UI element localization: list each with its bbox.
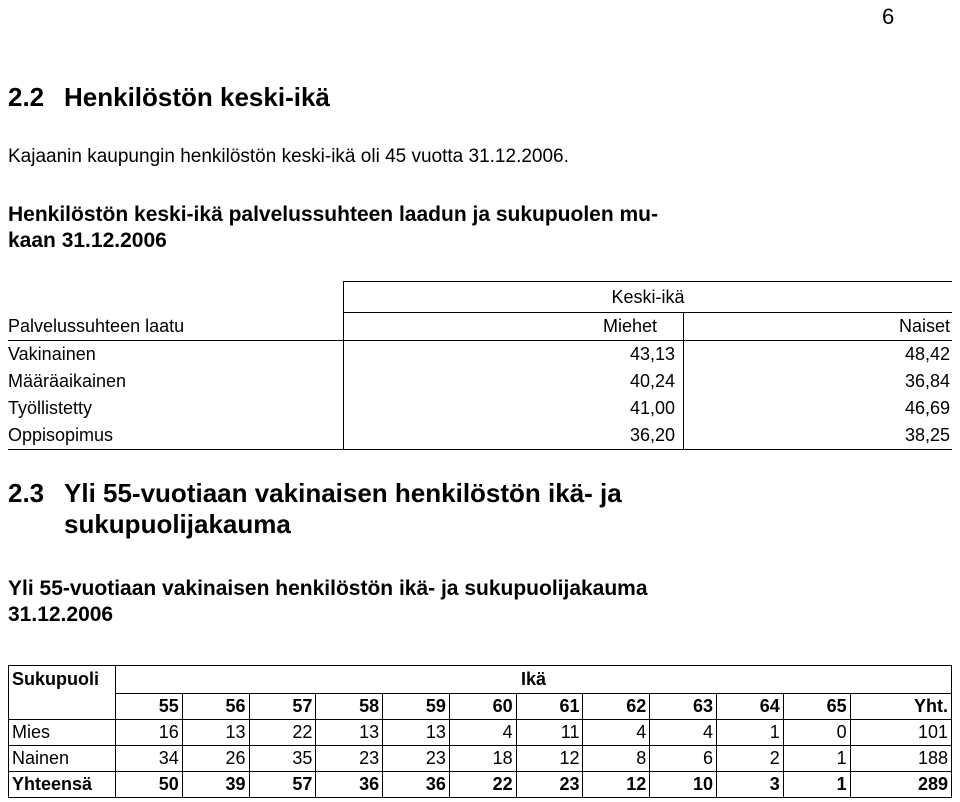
count-cell: 4: [650, 720, 717, 746]
count-cell: 12: [516, 746, 583, 772]
average-age-table: [8, 281, 952, 450]
age-gender-table: [8, 665, 952, 798]
count-cell: 3: [717, 772, 784, 798]
count-cell: 35: [249, 746, 316, 772]
table-row: [9, 746, 952, 772]
count-cell: 50: [116, 772, 183, 798]
count-cell: 26: [182, 746, 249, 772]
count-cell: 6: [650, 746, 717, 772]
men-value: 41,00: [344, 395, 684, 422]
count-cell: 4: [583, 720, 650, 746]
table1-col-women: Naiset: [684, 313, 953, 341]
age-header: 58: [316, 694, 383, 720]
row-label: Määräaikainen: [8, 368, 344, 395]
row-label: Vakinainen: [8, 341, 344, 369]
count-cell: 12: [583, 772, 650, 798]
table2-group-header: Ikä: [116, 666, 952, 694]
count-cell: 16: [116, 720, 183, 746]
count-cell: 23: [516, 772, 583, 798]
table-row: [9, 772, 952, 798]
table1-caption: [8, 202, 868, 254]
age-header: 64: [717, 694, 784, 720]
table-row: [8, 395, 952, 422]
men-value: 40,24: [344, 368, 684, 395]
count-cell: 0: [783, 720, 850, 746]
page-number: 6: [882, 4, 895, 29]
age-header: 56: [182, 694, 249, 720]
age-header: 60: [449, 694, 516, 720]
table1-col-label: Palvelussuhteen laatu: [8, 313, 344, 341]
count-cell: 11: [516, 720, 583, 746]
age-header: 55: [116, 694, 183, 720]
count-cell: 10: [650, 772, 717, 798]
table1-col-men: Miehet: [344, 313, 684, 341]
table2-caption: [8, 576, 868, 628]
table2-caption-line2: 31.12.2006: [8, 603, 114, 626]
count-cell: 13: [316, 720, 383, 746]
section-heading-2-2: [8, 82, 330, 113]
age-header: 65: [783, 694, 850, 720]
table-row: [9, 720, 952, 746]
row-label: Työllistetty: [8, 395, 344, 422]
men-value: 43,13: [344, 341, 684, 369]
section-title-line2: sukupuolijakauma: [64, 509, 291, 540]
count-cell: 23: [316, 746, 383, 772]
count-cell: 8: [583, 746, 650, 772]
section-heading-2-3: [8, 478, 622, 540]
table1-corner: [8, 282, 344, 313]
count-cell: 1: [783, 772, 850, 798]
table1-group-header: Keski-ikä: [344, 282, 953, 313]
count-cell: 188: [850, 746, 951, 772]
count-cell: 57: [249, 772, 316, 798]
age-header-row: [9, 694, 952, 720]
age-header: 59: [383, 694, 450, 720]
table2-blank-cell: [9, 694, 116, 720]
age-header: 63: [650, 694, 717, 720]
row-label: Nainen: [9, 746, 116, 772]
women-value: 38,25: [684, 422, 953, 450]
row-label: Mies: [9, 720, 116, 746]
age-header: 61: [516, 694, 583, 720]
table-row: [8, 341, 952, 369]
women-value: 36,84: [904, 371, 950, 391]
count-cell: 1: [717, 720, 784, 746]
count-cell: 34: [116, 746, 183, 772]
count-cell: 101: [850, 720, 951, 746]
women-value: 48,42: [904, 344, 950, 364]
count-cell: 36: [383, 772, 450, 798]
age-header: Yht.: [850, 694, 951, 720]
count-cell: 23: [383, 746, 450, 772]
count-cell: 4: [449, 720, 516, 746]
row-label: Yhteensä: [9, 772, 116, 798]
count-cell: 22: [249, 720, 316, 746]
section-number: 2.3: [8, 478, 45, 508]
table-row: [8, 368, 952, 395]
count-cell: 13: [182, 720, 249, 746]
table-row: [8, 422, 952, 450]
section-title-line1: Yli 55-vuotiaan vakinaisen henkilöstön ikä- ja: [64, 478, 622, 508]
table2-corner: Sukupuoli: [9, 666, 116, 694]
men-value: 36,20: [344, 422, 684, 450]
table1-caption-line1: Henkilöstön keski-ikä palvelussuhteen laadun ja sukupuolen mu-: [8, 203, 658, 226]
count-cell: 13: [383, 720, 450, 746]
count-cell: 39: [182, 772, 249, 798]
row-label: Oppisopimus: [8, 422, 344, 450]
section-number: 2.2: [8, 82, 45, 112]
count-cell: 18: [449, 746, 516, 772]
count-cell: 1: [783, 746, 850, 772]
table2-caption-line1: Yli 55-vuotiaan vakinaisen henkilöstön ikä- ja sukupuolijakauma: [8, 577, 648, 600]
count-cell: 289: [850, 772, 951, 798]
count-cell: 36: [316, 772, 383, 798]
count-cell: 22: [449, 772, 516, 798]
table1-caption-line2: kaan 31.12.2006: [8, 229, 167, 252]
count-cell: 2: [717, 746, 784, 772]
intro-text: Kajaanin kaupungin henkilöstön keski-ikä oli 45 vuotta 31.12.2006.: [8, 146, 569, 167]
age-header: 62: [583, 694, 650, 720]
age-header: 57: [249, 694, 316, 720]
women-value: 46,69: [904, 398, 950, 418]
section-title: Henkilöstön keski-ikä: [64, 82, 330, 112]
